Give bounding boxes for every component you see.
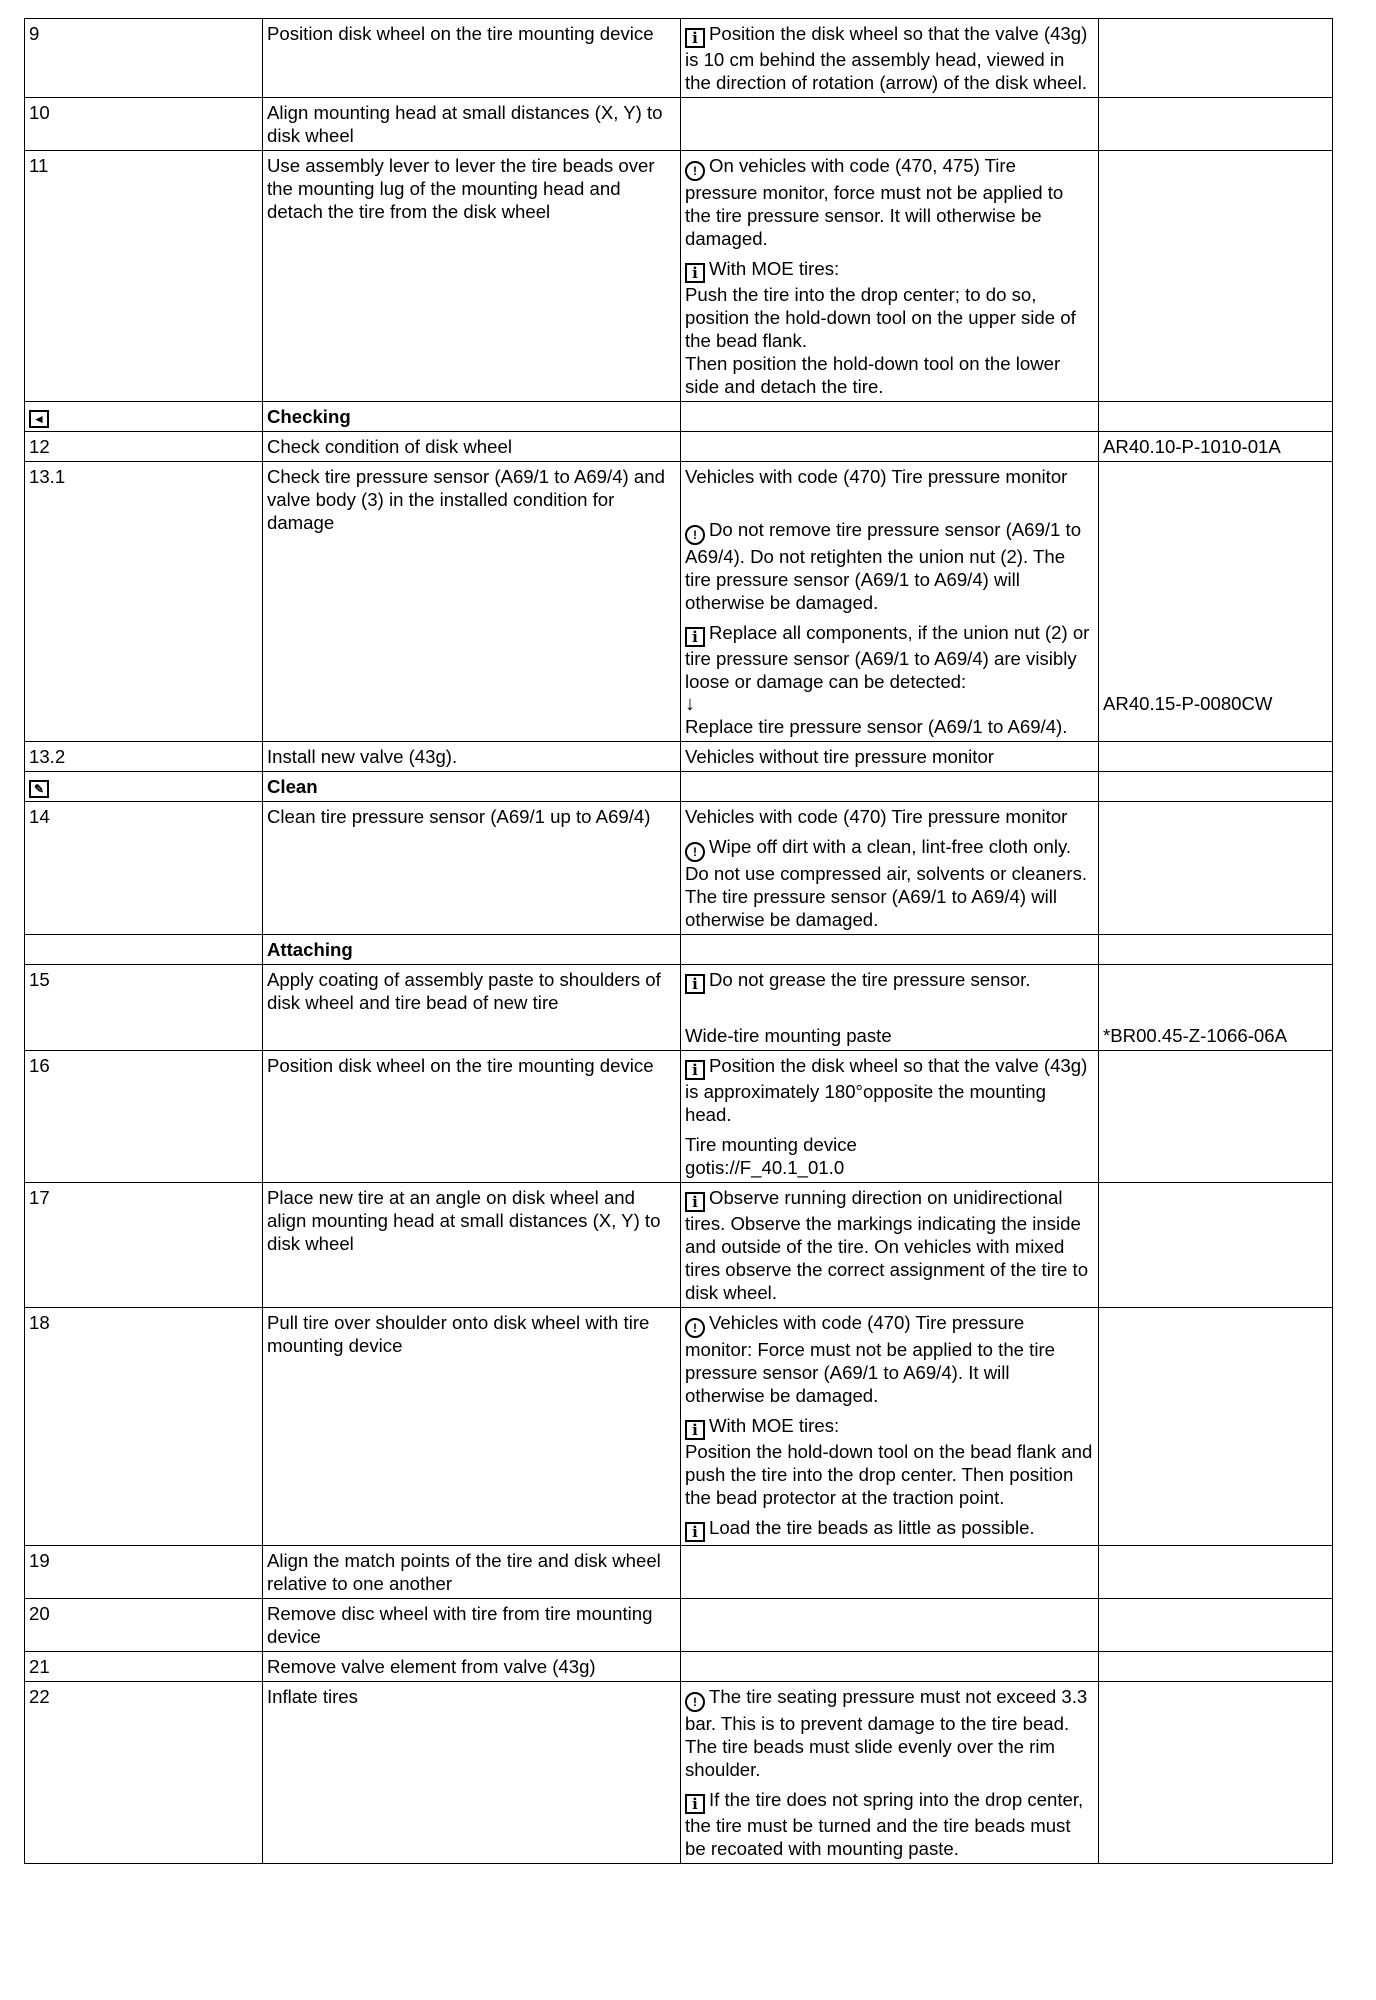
section-title: Checking — [263, 402, 681, 432]
step-reference — [1099, 802, 1333, 935]
info-note: Replace all components, if the union nut (2) or tire pressure sensor (A69/1 to A69/4) are visibly loose or damage can be detected: — [685, 622, 1090, 692]
step-reference — [1099, 1652, 1333, 1682]
info-icon: i — [685, 974, 705, 994]
info-icon: i — [685, 1420, 705, 1440]
table-row — [25, 151, 1333, 402]
procedure-table — [24, 18, 1333, 1864]
info-note: If the tire does not spring into the drop center, the tire must be turned and the tire beads must be recoated with mounting paste. — [685, 1789, 1084, 1859]
step-number: 21 — [25, 1652, 263, 1682]
step-reference — [1099, 98, 1333, 151]
table-row — [25, 462, 1333, 742]
warning-icon: ! — [685, 1692, 705, 1712]
checking-symbol-icon: ◄ — [29, 410, 49, 428]
table-row — [25, 1183, 1333, 1308]
step-notes — [681, 1682, 1099, 1864]
info-note-text: Then position the hold-down tool on the lower side and detach the tire. — [685, 353, 1061, 397]
step-action: Apply coating of assembly paste to shoulders of disk wheel and tire bead of new tire — [263, 965, 681, 1051]
step-reference — [1099, 742, 1333, 772]
step-number: 10 — [25, 98, 263, 151]
step-reference — [1099, 1682, 1333, 1864]
step-action: Use assembly lever to lever the tire beads over the mounting lug of the mounting head and detach the tire from the disk wheel — [263, 151, 681, 402]
step-number: 13.1 — [25, 462, 263, 742]
step-reference — [1099, 1599, 1333, 1652]
warning-icon: ! — [685, 525, 705, 545]
info-note-title: With MOE tires: — [709, 1415, 840, 1436]
info-icon: i — [685, 1794, 705, 1814]
table-row — [25, 432, 1333, 462]
info-note: Observe running direction on unidirectional tires. Observe the markings indicating the inside and outside of the tire. On vehicles with mixed tires observe the correct assignment of the tire to disk wheel. — [685, 1187, 1089, 1303]
table-row — [25, 965, 1333, 1051]
step-action: Inflate tires — [263, 1682, 681, 1864]
step-action: Align mounting head at small distances (X, Y) to disk wheel — [263, 98, 681, 151]
step-notes — [681, 432, 1099, 462]
step-reference — [1099, 1546, 1333, 1599]
section-title: Attaching — [263, 935, 681, 965]
step-reference — [1099, 151, 1333, 402]
step-number: 9 — [25, 19, 263, 98]
section-header-row — [25, 935, 1333, 965]
table-row — [25, 1599, 1333, 1652]
warning-note: Wipe off dirt with a clean, lint-free cloth only. Do not use compressed air, solvents or cleaners. The tire pressure sensor (A69/1 to A69/4) will otherwise be damaged. — [685, 836, 1088, 930]
warning-note: Vehicles with code (470) Tire pressure monitor: Force must not be applied to the tire pressure sensor (A69/1 to A69/4). It will otherwise be damaged. — [685, 1312, 1055, 1406]
tool-name: Tire mounting device — [685, 1134, 857, 1155]
step-number: 22 — [25, 1682, 263, 1864]
info-icon: i — [685, 28, 705, 48]
tool-link[interactable]: gotis://F_40.1_01.0 — [685, 1157, 845, 1178]
step-notes — [681, 1546, 1099, 1599]
reference-link[interactable]: *BR00.45-Z-1066-06A — [1103, 1025, 1287, 1046]
warning-icon: ! — [685, 1318, 705, 1338]
section-header-row — [25, 402, 1333, 432]
step-action: Check tire pressure sensor (A69/1 to A69/4) and valve body (3) in the installed condition for damage — [263, 462, 681, 742]
step-reference — [1099, 19, 1333, 98]
step-action: Place new tire at an angle on disk wheel and align mounting head at small distances (X, Y) to disk wheel — [263, 1183, 681, 1308]
step-reference — [1099, 1051, 1333, 1183]
section-header-row — [25, 772, 1333, 802]
arrow-down-icon: ↓ — [685, 693, 695, 715]
info-note: Position the disk wheel so that the valve (43g) is 10 cm behind the assembly head, viewed in the direction of rotation (arrow) of the disk wheel. — [685, 23, 1088, 93]
step-action: Install new valve (43g). — [263, 742, 681, 772]
warning-icon: ! — [685, 842, 705, 862]
step-notes — [681, 1652, 1099, 1682]
step-reference — [1099, 965, 1333, 1051]
step-reference — [1099, 1183, 1333, 1308]
step-reference — [1099, 462, 1333, 742]
step-notes — [681, 19, 1099, 98]
step-number: 14 — [25, 802, 263, 935]
warning-note: The tire seating pressure must not exceed 3.3 bar. This is to prevent damage to the tire bead. The tire beads must slide evenly over the rim shoulder. — [685, 1686, 1088, 1780]
step-notes — [681, 1308, 1099, 1546]
replace-note: Replace tire pressure sensor (A69/1 to A69/4). — [685, 716, 1068, 737]
step-number: 18 — [25, 1308, 263, 1546]
info-note-text: Push the tire into the drop center; to do so, position the hold-down tool on the upper side of the bead flank. — [685, 284, 1076, 351]
warning-note: On vehicles with code (470, 475) Tire pressure monitor, force must not be applied to the tire pressure sensor. It will otherwise be damaged. — [685, 155, 1064, 249]
warning-icon: ! — [685, 161, 705, 181]
table-row — [25, 1546, 1333, 1599]
table-row — [25, 802, 1333, 935]
step-number: 17 — [25, 1183, 263, 1308]
condition-note: Vehicles with code (470) Tire pressure monitor — [685, 466, 1068, 487]
info-note: Load the tire beads as little as possible. — [709, 1517, 1035, 1538]
reference-link[interactable]: AR40.15-P-0080CW — [1103, 693, 1273, 714]
table-row — [25, 98, 1333, 151]
info-icon: i — [685, 1192, 705, 1212]
section-symbol-cell — [25, 402, 263, 432]
step-notes — [681, 1051, 1099, 1183]
info-icon: i — [685, 263, 705, 283]
step-notes — [681, 1183, 1099, 1308]
info-note: Do not grease the tire pressure sensor. — [709, 969, 1031, 990]
step-action: Position disk wheel on the tire mounting device — [263, 19, 681, 98]
clean-symbol-icon: ✎ — [29, 780, 49, 798]
table-row — [25, 1652, 1333, 1682]
step-notes — [681, 965, 1099, 1051]
step-action: Pull tire over shoulder onto disk wheel with tire mounting device — [263, 1308, 681, 1546]
step-reference: AR40.10-P-1010-01A — [1099, 432, 1333, 462]
step-number: 20 — [25, 1599, 263, 1652]
step-action: Position disk wheel on the tire mounting device — [263, 1051, 681, 1183]
info-icon: i — [685, 1522, 705, 1542]
table-row — [25, 19, 1333, 98]
info-icon: i — [685, 627, 705, 647]
step-notes — [681, 1599, 1099, 1652]
table-row — [25, 742, 1333, 772]
step-notes — [681, 98, 1099, 151]
step-action: Check condition of disk wheel — [263, 432, 681, 462]
step-notes — [681, 151, 1099, 402]
table-row — [25, 1682, 1333, 1864]
material-note: Wide-tire mounting paste — [685, 1025, 892, 1046]
table-row — [25, 1051, 1333, 1183]
step-action: Remove disc wheel with tire from tire mounting device — [263, 1599, 681, 1652]
condition-note: Vehicles with code (470) Tire pressure monitor — [685, 806, 1068, 827]
step-action: Remove valve element from valve (43g) — [263, 1652, 681, 1682]
step-number: 19 — [25, 1546, 263, 1599]
table-row — [25, 1308, 1333, 1546]
step-action: Clean tire pressure sensor (A69/1 up to A69/4) — [263, 802, 681, 935]
condition-note: Vehicles without tire pressure monitor — [681, 742, 1099, 772]
step-number: 11 — [25, 151, 263, 402]
info-icon: i — [685, 1060, 705, 1080]
step-number: 15 — [25, 965, 263, 1051]
section-symbol-cell — [25, 772, 263, 802]
section-title: Clean — [263, 772, 681, 802]
step-reference — [1099, 1308, 1333, 1546]
step-number: 12 — [25, 432, 263, 462]
step-action: Align the match points of the tire and disk wheel relative to one another — [263, 1546, 681, 1599]
step-notes — [681, 802, 1099, 935]
info-note: Position the disk wheel so that the valve (43g) is approximately 180°opposite the mounting head. — [685, 1055, 1088, 1125]
info-note-text: Position the hold-down tool on the bead flank and push the tire into the drop center. Then position the bead protector at the traction point. — [685, 1441, 1093, 1508]
step-number: 16 — [25, 1051, 263, 1183]
step-number: 13.2 — [25, 742, 263, 772]
step-notes — [681, 462, 1099, 742]
warning-note: Do not remove tire pressure sensor (A69/1 to A69/4). Do not retighten the union nut (2). The tire pressure sensor (A69/1 to A69/4) will otherwise be damaged. — [685, 519, 1082, 613]
info-note-title: With MOE tires: — [709, 258, 840, 279]
